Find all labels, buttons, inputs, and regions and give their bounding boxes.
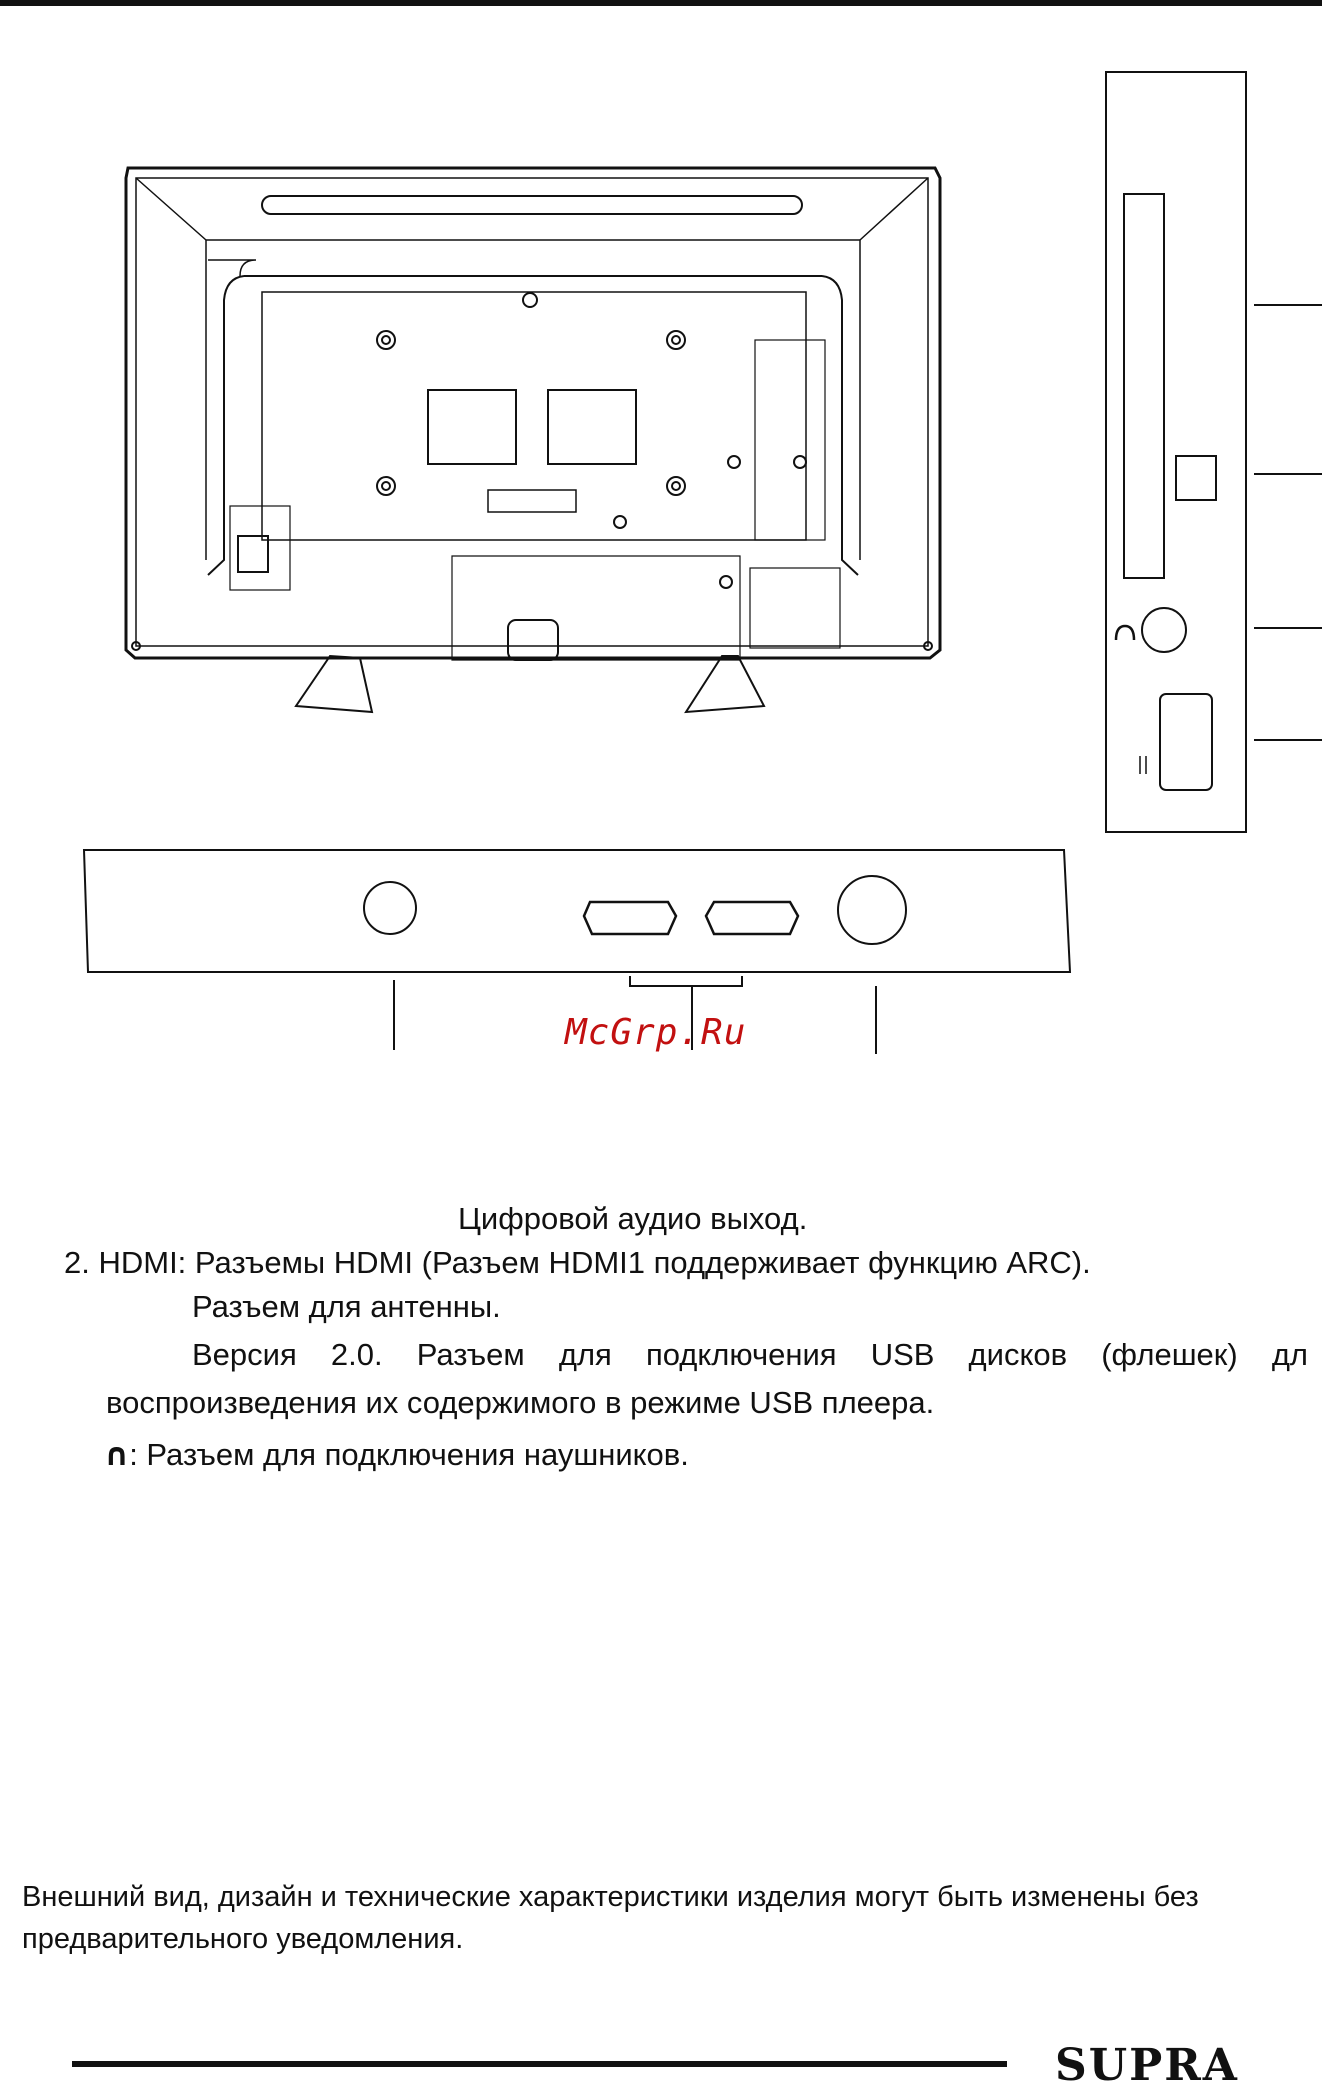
- watermark: McGrp.Ru: [565, 1012, 747, 1053]
- line-usb-1: Версия 2.0. Разъем для подключения USB дисков (флешек) дл: [192, 1337, 1308, 1372]
- headphone-icon: ∩: [104, 1437, 130, 1473]
- tv-back-view: [126, 168, 940, 712]
- line-headphones: ∩: Разъем для подключения наушников.: [104, 1437, 689, 1473]
- line-usb-2: воспроизведения их содержимого в режиме USB плеера.: [106, 1385, 935, 1420]
- side-panel-view: [1106, 72, 1322, 832]
- footer-note: Внешний вид, дизайн и технические характеристики изделия могут быть изменены без предварительного уведомления.: [22, 1881, 1199, 1955]
- line-digital-audio: Цифровой аудио выход.: [458, 1201, 808, 1236]
- line-antenna: Разъем для антенны.: [192, 1289, 501, 1324]
- bottom-rule: [72, 2061, 1007, 2067]
- brand-logo: SUPRA: [1055, 2040, 1239, 2091]
- line-hdmi: 2. HDMI: Разъемы HDMI (Разъем HDMI1 поддерживает функцию ARC).: [64, 1245, 1091, 1280]
